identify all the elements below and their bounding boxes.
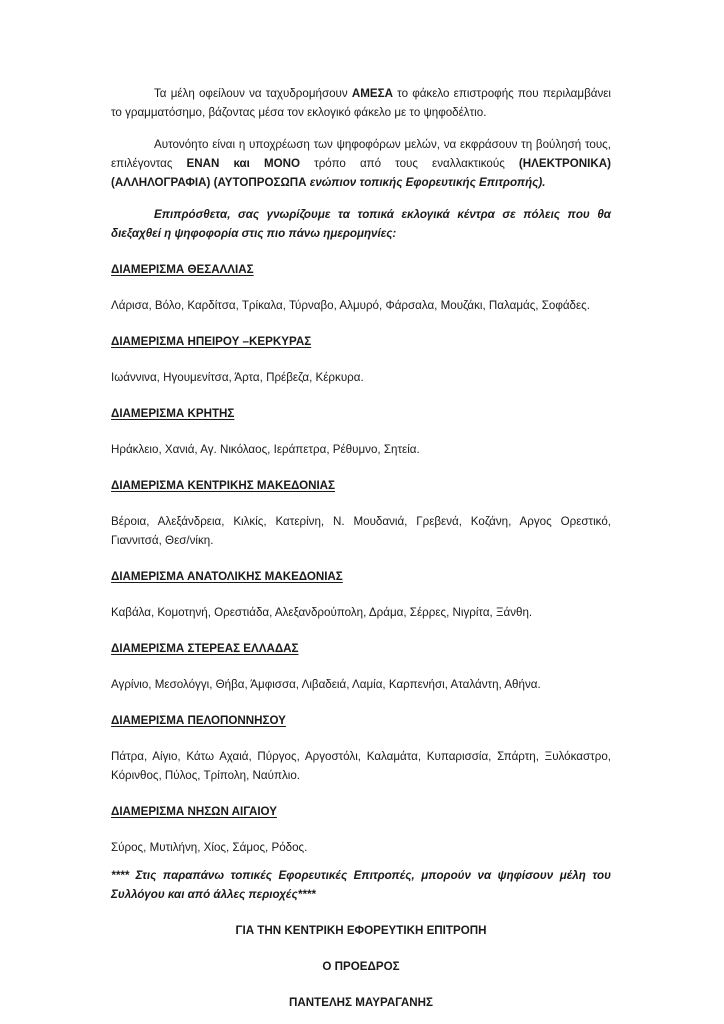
district-cities: Βέροια, Αλεξάνδρεια, Κιλκίς, Κατερίνη, Ν. Μουδανιά, Γρεβενά, Κοζάνη, Αργος Ορεστικό, Γιαννιτσά, Θεσ/νίκη. [111, 515, 611, 547]
intro-paragraph-mail [111, 84, 611, 122]
emphasis-immediately: ΑΜΕΣΑ [351, 87, 393, 100]
intro-paragraph-voting-methods [111, 135, 611, 192]
text-run: Τα μέλη οφείλουν να ταχυδρομήσουν [154, 87, 352, 100]
district-cities: Καβάλα, Κομοτηνή, Ορεστιάδα, Αλεξανδρούπολη, Δράμα, Σέρρες, Νιγρίτα, Ξάνθη. [111, 606, 533, 619]
district-heading: ΔΙΑΜΕΡΙΣΜΑ ΑΝΑΤΟΛΙΚΗΣ ΜΑΚΕΔΟΝΙΑΣ [111, 570, 343, 583]
district-cities: Ηράκλειο, Χανιά, Αγ. Νικόλαος, Ιεράπετρα, Ρέθυμνο, Σητεία. [111, 443, 420, 456]
document-page [111, 84, 611, 1012]
signature-role: Ο ΠΡΟΕΔΡΟΣ [322, 960, 400, 973]
signature-name: ΠΑΝΤΕΛΗΣ ΜΑΥΡΑΓΑΝΗΣ [289, 996, 433, 1009]
text-run: Αυτονόητο είναι η υποχρέωση των ψηφοφόρων μελών, να εκφράσουν τη βούλησή τους, επιλέγοντας [111, 138, 611, 170]
district-cities: Ιωάννινα, Ηγουμενίτσα, Άρτα, Πρέβεζα, Κέρκυρα. [111, 371, 364, 384]
district-heading: ΔΙΑΜΕΡΙΣΜΑ ΚΕΝΤΡΙΚΗΣ ΜΑΚΕΔΟΝΙΑΣ [111, 479, 336, 492]
district-heading: ΔΙΑΜΕΡΙΣΜΑ ΗΠΕΙΡΟΥ –ΚΕΡΚΥΡΑΣ [111, 335, 312, 348]
district-cities: Λάρισα, Βόλο, Καρδίτσα, Τρίκαλα, Τύρναβο, Αλμυρό, Φάρσαλα, Μουζάκι, Παλαμάς, Σοφάδες. [111, 299, 590, 312]
district-cities: Σύρος, Μυτιλήνη, Χίος, Σάμος, Ρόδος. [111, 841, 308, 854]
signature-committee: ΓΙΑ ΤΗΝ ΚΕΝΤΡΙΚΗ ΕΦΟΡΕΥΤΙΚΗ ΕΠΙΤΡΟΠΗ [235, 924, 487, 937]
district-heading: ΔΙΑΜΕΡΙΣΜΑ ΘΕΣΑΛΛΙΑΣ [111, 263, 254, 276]
district-heading: ΔΙΑΜΕΡΙΣΜΑ ΝΗΣΩΝ ΑΙΓΑΙΟΥ [111, 805, 277, 818]
emphasis-one-only: ΕΝΑΝ και ΜΟΝΟ [186, 157, 301, 170]
voting-methods-list: (ΗΛΕΚΤΡΟΝΙΚΑ) (ΑΛΛΗΛΟΓΡΑΦΙΑ) (ΑΥΤΟΠΡΟΣΩΠΑ [111, 157, 611, 189]
text-run: τρόπο από τους εναλλακτικούς [300, 157, 519, 170]
district-heading: ΔΙΑΜΕΡΙΣΜΑ ΠΕΛΟΠΟΝΝΗΣΟΥ [111, 714, 286, 727]
text-run: το φάκελο επιστροφής που περιλαμβάνει το γραμματόσημο, βάζοντας μέσα τον εκλογικό φάκελο με το ψηφοδέλτιο. [111, 87, 611, 119]
districts-list [111, 243, 611, 857]
intro-paragraph-centers: Επιπρόσθετα, σας γνωρίζουμε τα τοπικά εκλογικά κέντρα σε πόλεις που θα διεξαχθεί η ψηφοφορία στις πιο πάνω ημερομηνίες: [111, 208, 611, 240]
district-cities: Αγρίνιο, Μεσολόγγι, Θήβα, Άμφισσα, Λιβαδειά, Λαμία, Καρπενήσι, Αταλάντη, Αθήνα. [111, 678, 541, 691]
district-heading: ΔΙΑΜΕΡΙΣΜΑ ΣΤΕΡΕΑΣ ΕΛΛΑΔΑΣ [111, 642, 299, 655]
note-paragraph: **** Στις παραπάνω τοπικές Εφορευτικές Επιτροπές, μπορούν να ψηφίσουν μέλη του Συλλόγου και από άλλες περιοχές**** [111, 869, 611, 901]
voting-methods-list-italic: ενώπιον τοπικής Εφορευτικής Επιτροπής). [309, 176, 546, 189]
district-heading: ΔΙΑΜΕΡΙΣΜΑ ΚΡΗΤΗΣ [111, 407, 235, 420]
district-cities: Πάτρα, Αίγιο, Κάτω Αχαιά, Πύργος, Αργοστόλι, Καλαμάτα, Κυπαρισσία, Σπάρτη, Ξυλόκαστρο, Κόρινθος, Πύλος, Τρίπολη, Ναύπλιο. [111, 750, 611, 782]
